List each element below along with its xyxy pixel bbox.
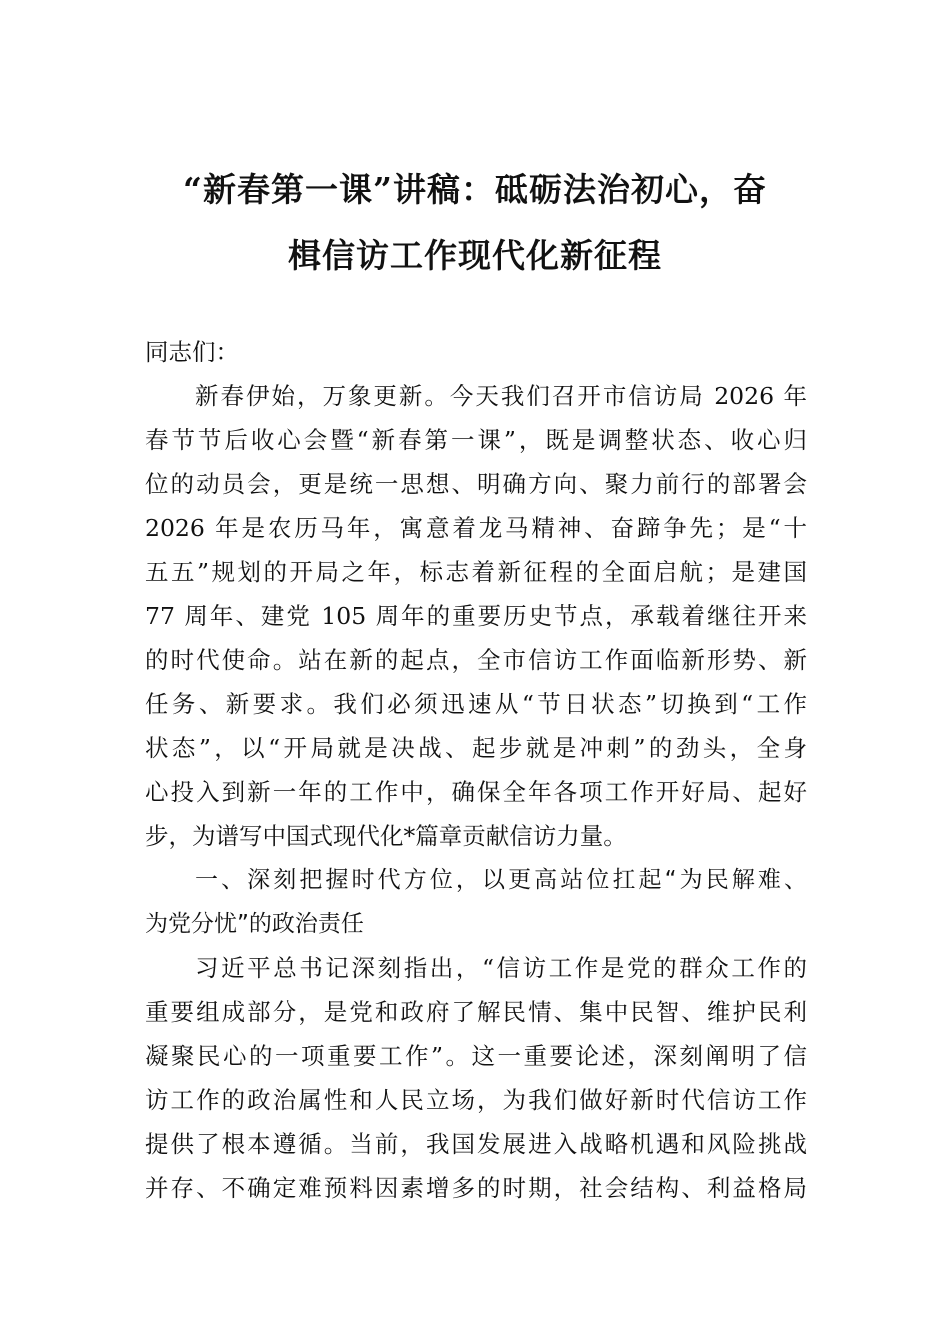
paragraph-1-line: 位的动员会，更是统一思想、明确方向、聚力前行的部署会 (145, 470, 807, 498)
paragraph-2-line: 习近平总书记深刻指出，“信访工作是党的群众工作的 (195, 954, 807, 982)
paragraph-1-line: 状态”，以“开局就是决战、起步就是冲刺”的劲头，全身 (145, 734, 807, 762)
paragraph-1-line: 新春伊始，万象更新。今天我们召开市信访局 2026 年 (195, 382, 807, 410)
salutation: 同志们： (145, 338, 239, 366)
paragraph-2-line: 访工作的政治属性和人民立场，为我们做好新时代信访工作 (145, 1086, 807, 1114)
paragraph-2-line: 重要组成部分，是党和政府了解民情、集中民智、维护民利 (145, 998, 807, 1026)
document-title-line-2: 楫信访工作现代化新征程 (288, 236, 662, 275)
paragraph-1-line: 的时代使命。站在新的起点，全市信访工作面临新形势、新 (145, 646, 807, 674)
paragraph-2-line: 凝聚民心的一项重要工作”。这一重要论述，深刻阐明了信 (145, 1042, 807, 1070)
paragraph-1-line: 2026 年是农历马年，寓意着龙马精神、奋蹄争先；是“十 (145, 514, 807, 542)
document-title-line-1: “新春第一课”讲稿：砥砺法治初心，奋 (183, 170, 767, 209)
paragraph-1-line: 心投入到新一年的工作中，确保全年各项工作开好局、起好 (145, 778, 807, 806)
paragraph-2-line: 提供了根本遵循。当前，我国发展进入战略机遇和风险挑战 (145, 1130, 807, 1158)
paragraph-1-line: 77 周年、建党 105 周年的重要历史节点，承载着继往开来 (145, 602, 807, 630)
paragraph-1-line: 任务、新要求。我们必须迅速从“节日状态”切换到“工作 (145, 690, 807, 718)
section-heading-1-continued: 为党分忧”的政治责任 (145, 911, 364, 937)
paragraph-1-line: 五五”规划的开局之年，标志着新征程的全面启航；是建国 (145, 558, 807, 586)
paragraph-1-line: 步，为谱写中国式现代化*篇章贡献信访力量。 (145, 822, 627, 850)
paragraph-2-line: 并存、不确定难预料因素增多的时期，社会结构、利益格局 (145, 1174, 807, 1202)
paragraph-1-line: 春节节后收心会暨“新春第一课”，既是调整状态、收心归 (145, 426, 807, 454)
section-heading-1: 一、深刻把握时代方位，以更高站位扛起“为民解难、 (195, 867, 807, 893)
